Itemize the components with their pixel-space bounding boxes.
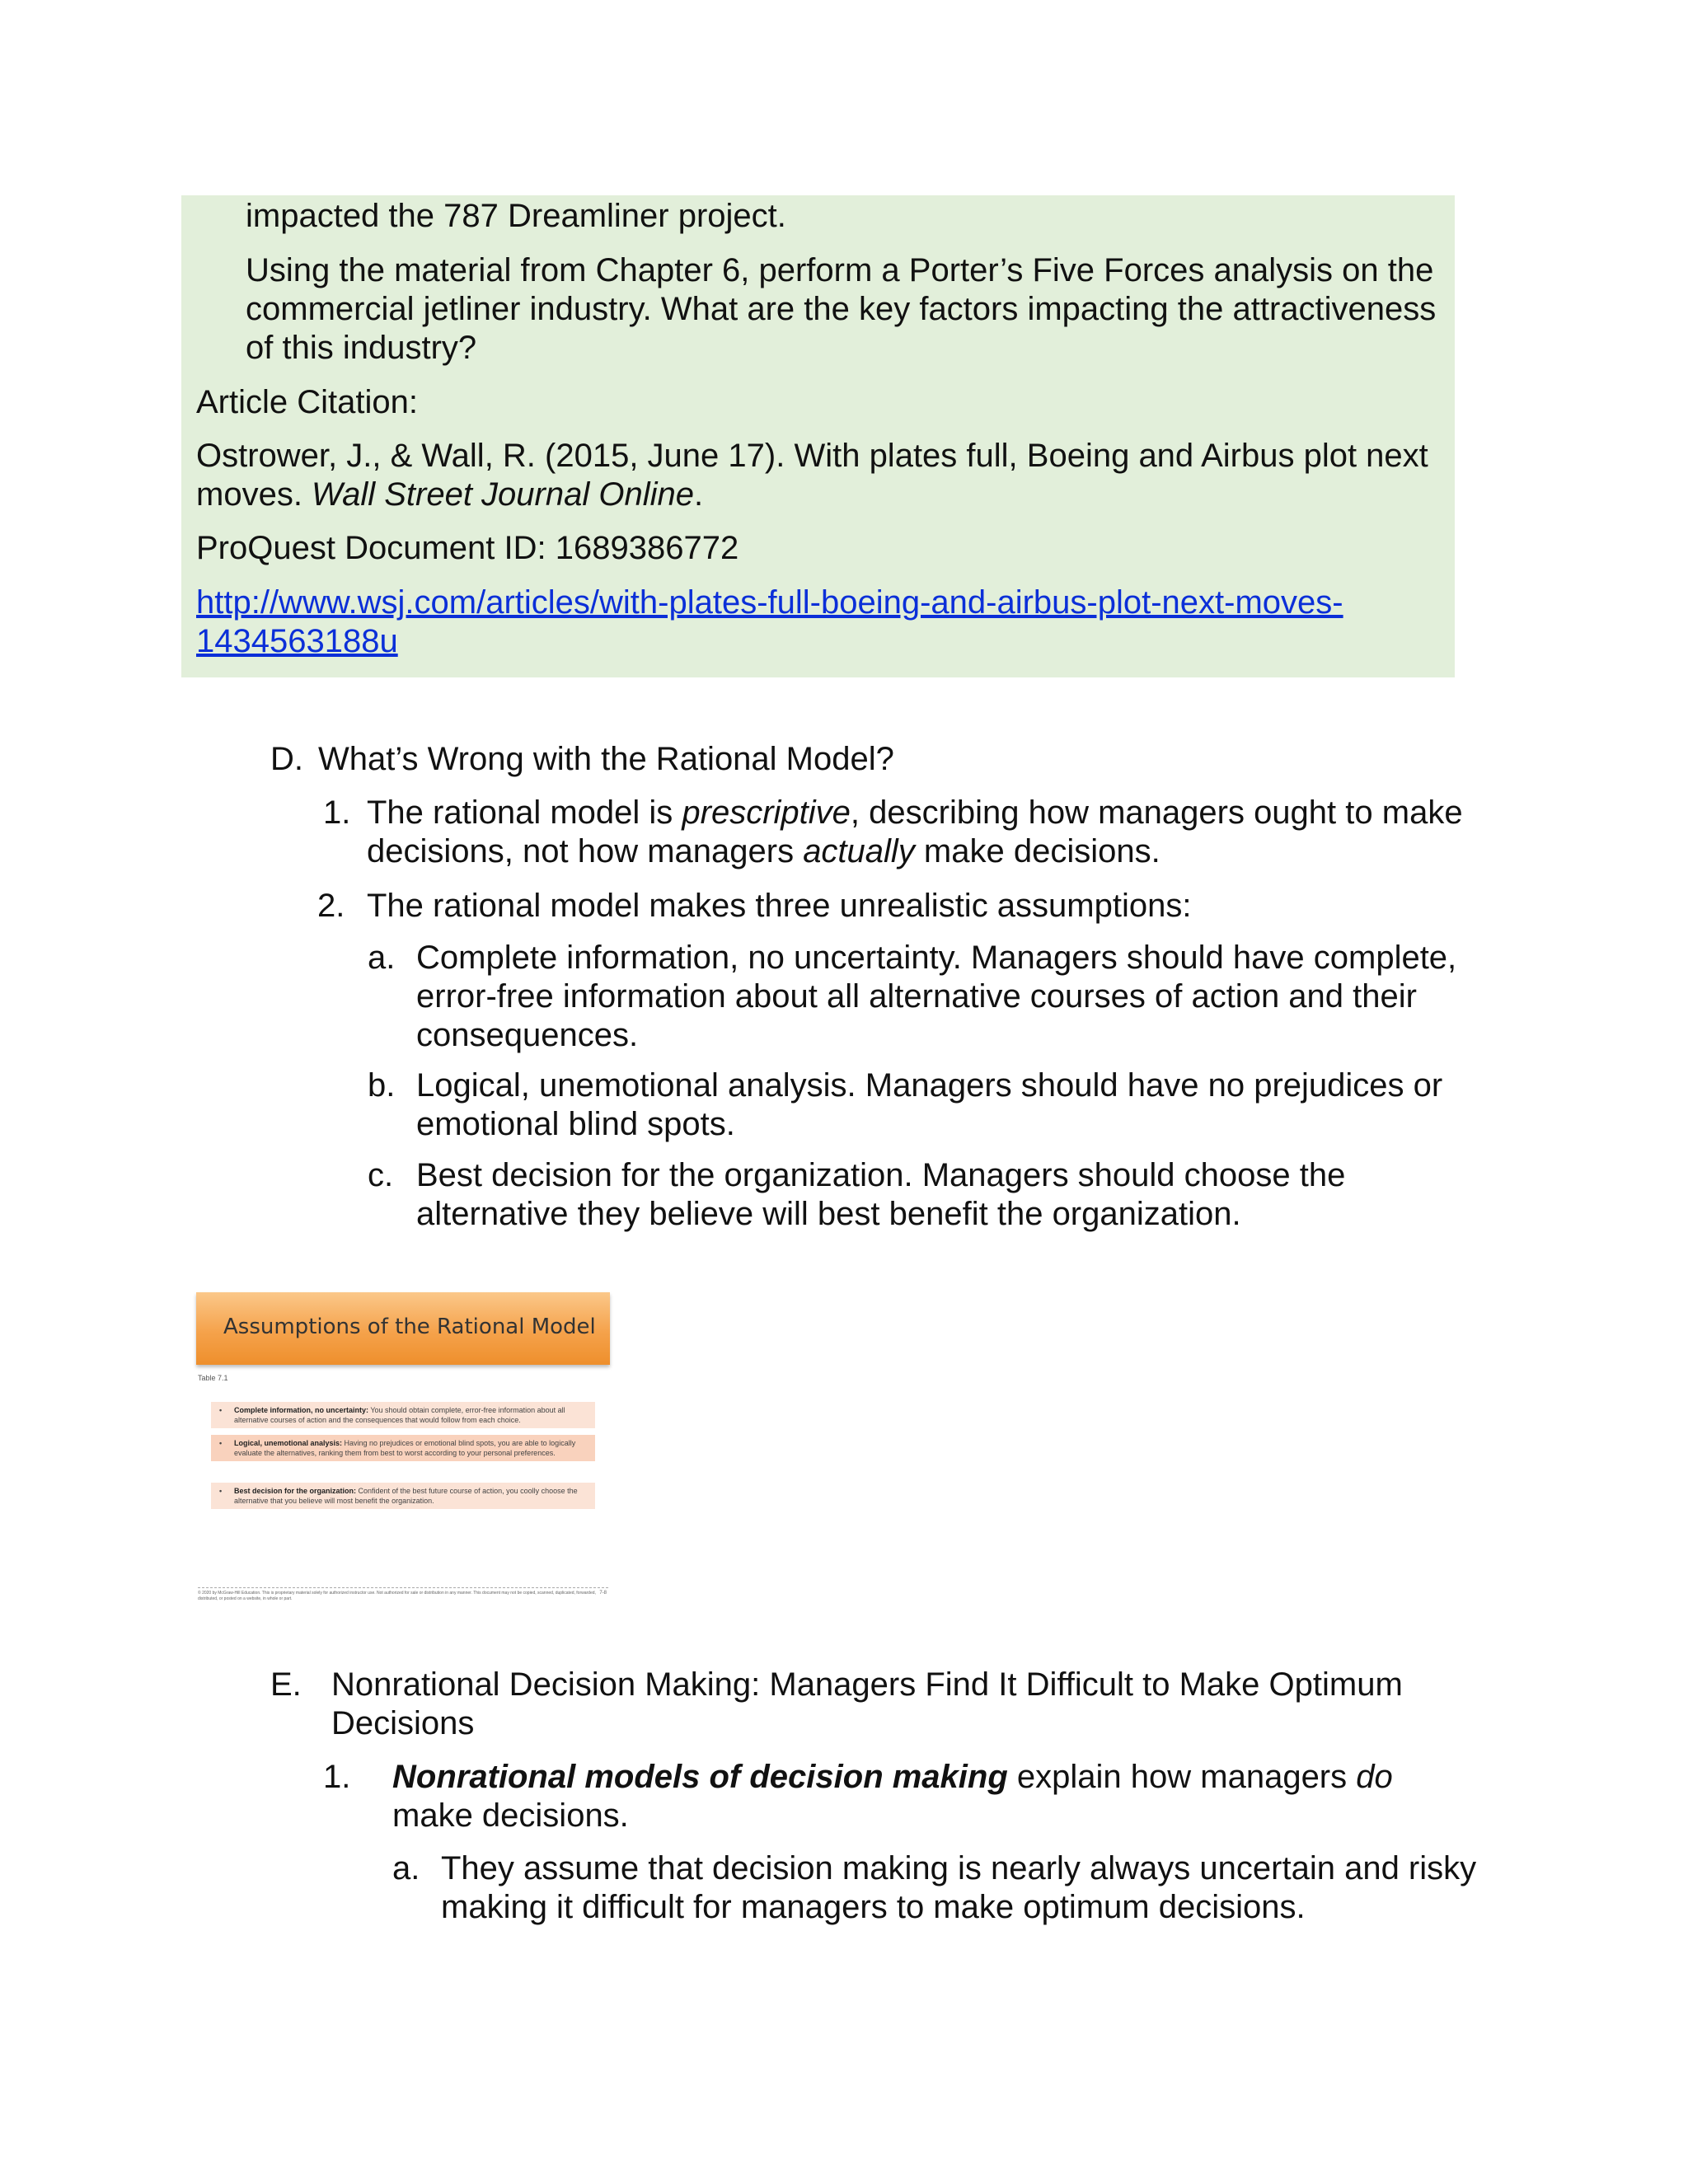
slide-table-label: Table 7.1: [198, 1374, 228, 1382]
question-line-3: of this industry?: [246, 330, 477, 366]
question-line-1: Using the material from Chapter 6, perform a Porter’s Five Forces analysis on the: [246, 252, 1434, 288]
article-link[interactable]: http://www.wsj.com/articles/with-plates-full-boeing-and-airbus-plot-next-moves-: [196, 584, 1343, 621]
section-d-heading: What’s Wrong with the Rational Model?: [318, 741, 894, 777]
question-line-2: commercial jetliner industry. What are the key factors impacting the attractiveness: [246, 291, 1437, 327]
e-sub-a-letter: a.: [392, 1850, 420, 1886]
d-sub-a-line-3: consequences.: [416, 1017, 639, 1053]
section-e-heading-line-2: Decisions: [331, 1705, 475, 1741]
section-e-letter: E.: [270, 1666, 302, 1703]
d-sub-b-line-1: Logical, unemotional analysis. Managers should have no prejudices or: [416, 1067, 1443, 1104]
e-item-1-number: 1.: [323, 1759, 351, 1795]
rational-model-slide: [196, 1292, 610, 1607]
slide-row: • Logical, unemotional analysis: Having no prejudices or emotional blind spots, you are able to logically evaluate the alternatives, ranking them from best to worst according to your personal preferences.: [211, 1435, 595, 1461]
d-sub-c-letter: c.: [368, 1157, 394, 1193]
slide-page-number: 7-8: [599, 1591, 607, 1596]
d-sub-b-line-2: emotional blind spots.: [416, 1106, 735, 1142]
d-sub-a-line-1: Complete information, no uncertainty. Managers should have complete,: [416, 940, 1457, 976]
citation-heading: Article Citation:: [196, 384, 418, 420]
citation-line-2: moves. Wall Street Journal Online.: [196, 476, 704, 513]
article-link-cont[interactable]: 1434563188u: [196, 623, 398, 659]
citation-line-1: Ostrower, J., & Wall, R. (2015, June 17). With plates full, Boeing and Airbus plot next: [196, 438, 1428, 474]
article-link-line-1[interactable]: [196, 583, 1343, 622]
proquest-id: ProQuest Document ID: 1689386772: [196, 530, 739, 566]
d-sub-c-line-2: alternative they believe will best benefit the organization.: [416, 1196, 1241, 1232]
d-item-1-line-2: decisions, not how managers actually make decisions.: [367, 833, 1160, 869]
e-item-1-line-1: Nonrational models of decision making explain how managers do: [392, 1759, 1393, 1795]
d-item-2-text: The rational model makes three unrealistic assumptions:: [367, 888, 1192, 924]
box-line-1: impacted the 787 Dreamliner project.: [246, 198, 786, 234]
e-item-1-line-2: make decisions.: [392, 1797, 629, 1834]
d-sub-b-letter: b.: [368, 1067, 396, 1104]
journal-name: Wall Street Journal Online: [312, 476, 694, 513]
d-item-1-number: 1.: [323, 794, 351, 831]
d-item-1-line-1: The rational model is prescriptive, describing how managers ought to make: [367, 794, 1463, 831]
d-sub-a-line-2: error-free information about all alternative courses of action and their: [416, 978, 1417, 1015]
slide-header: [196, 1292, 610, 1365]
section-e-heading-line-1: Nonrational Decision Making: Managers Find It Difficult to Make Optimum: [331, 1666, 1403, 1703]
e-sub-a-line-2: making it difficult for managers to make optimum decisions.: [441, 1889, 1306, 1925]
slide-row: • Best decision for the organization: Confident of the best future course of action, you coolly choose the alternative that you believe will most benefit the organization.: [211, 1483, 595, 1509]
slide-row: • Complete information, no uncertainty: You should obtain complete, error-free information about all alternative courses of action and the consequences that would follow from each choice.: [211, 1402, 595, 1428]
slide-title: Assumptions of the Rational Model: [223, 1315, 596, 1339]
e-sub-a-line-1: They assume that decision making is nearly always uncertain and risky: [441, 1850, 1477, 1886]
d-sub-c-line-1: Best decision for the organization. Managers should choose the: [416, 1157, 1346, 1193]
section-d-letter: D.: [270, 741, 303, 777]
article-link-line-2[interactable]: [196, 622, 398, 661]
d-sub-a-letter: a.: [368, 940, 396, 976]
d-item-2-number: 2.: [317, 888, 345, 924]
slide-copyright: © 2020 by McGraw-Hill Education. This is proprietary material solely for authorized instructor use. Not authorized for sale or distribution in any manner. This document may not be copied, scanned, duplicated, forwarded, distributed, or posted on a website, in whole or part.: [198, 1587, 608, 1602]
